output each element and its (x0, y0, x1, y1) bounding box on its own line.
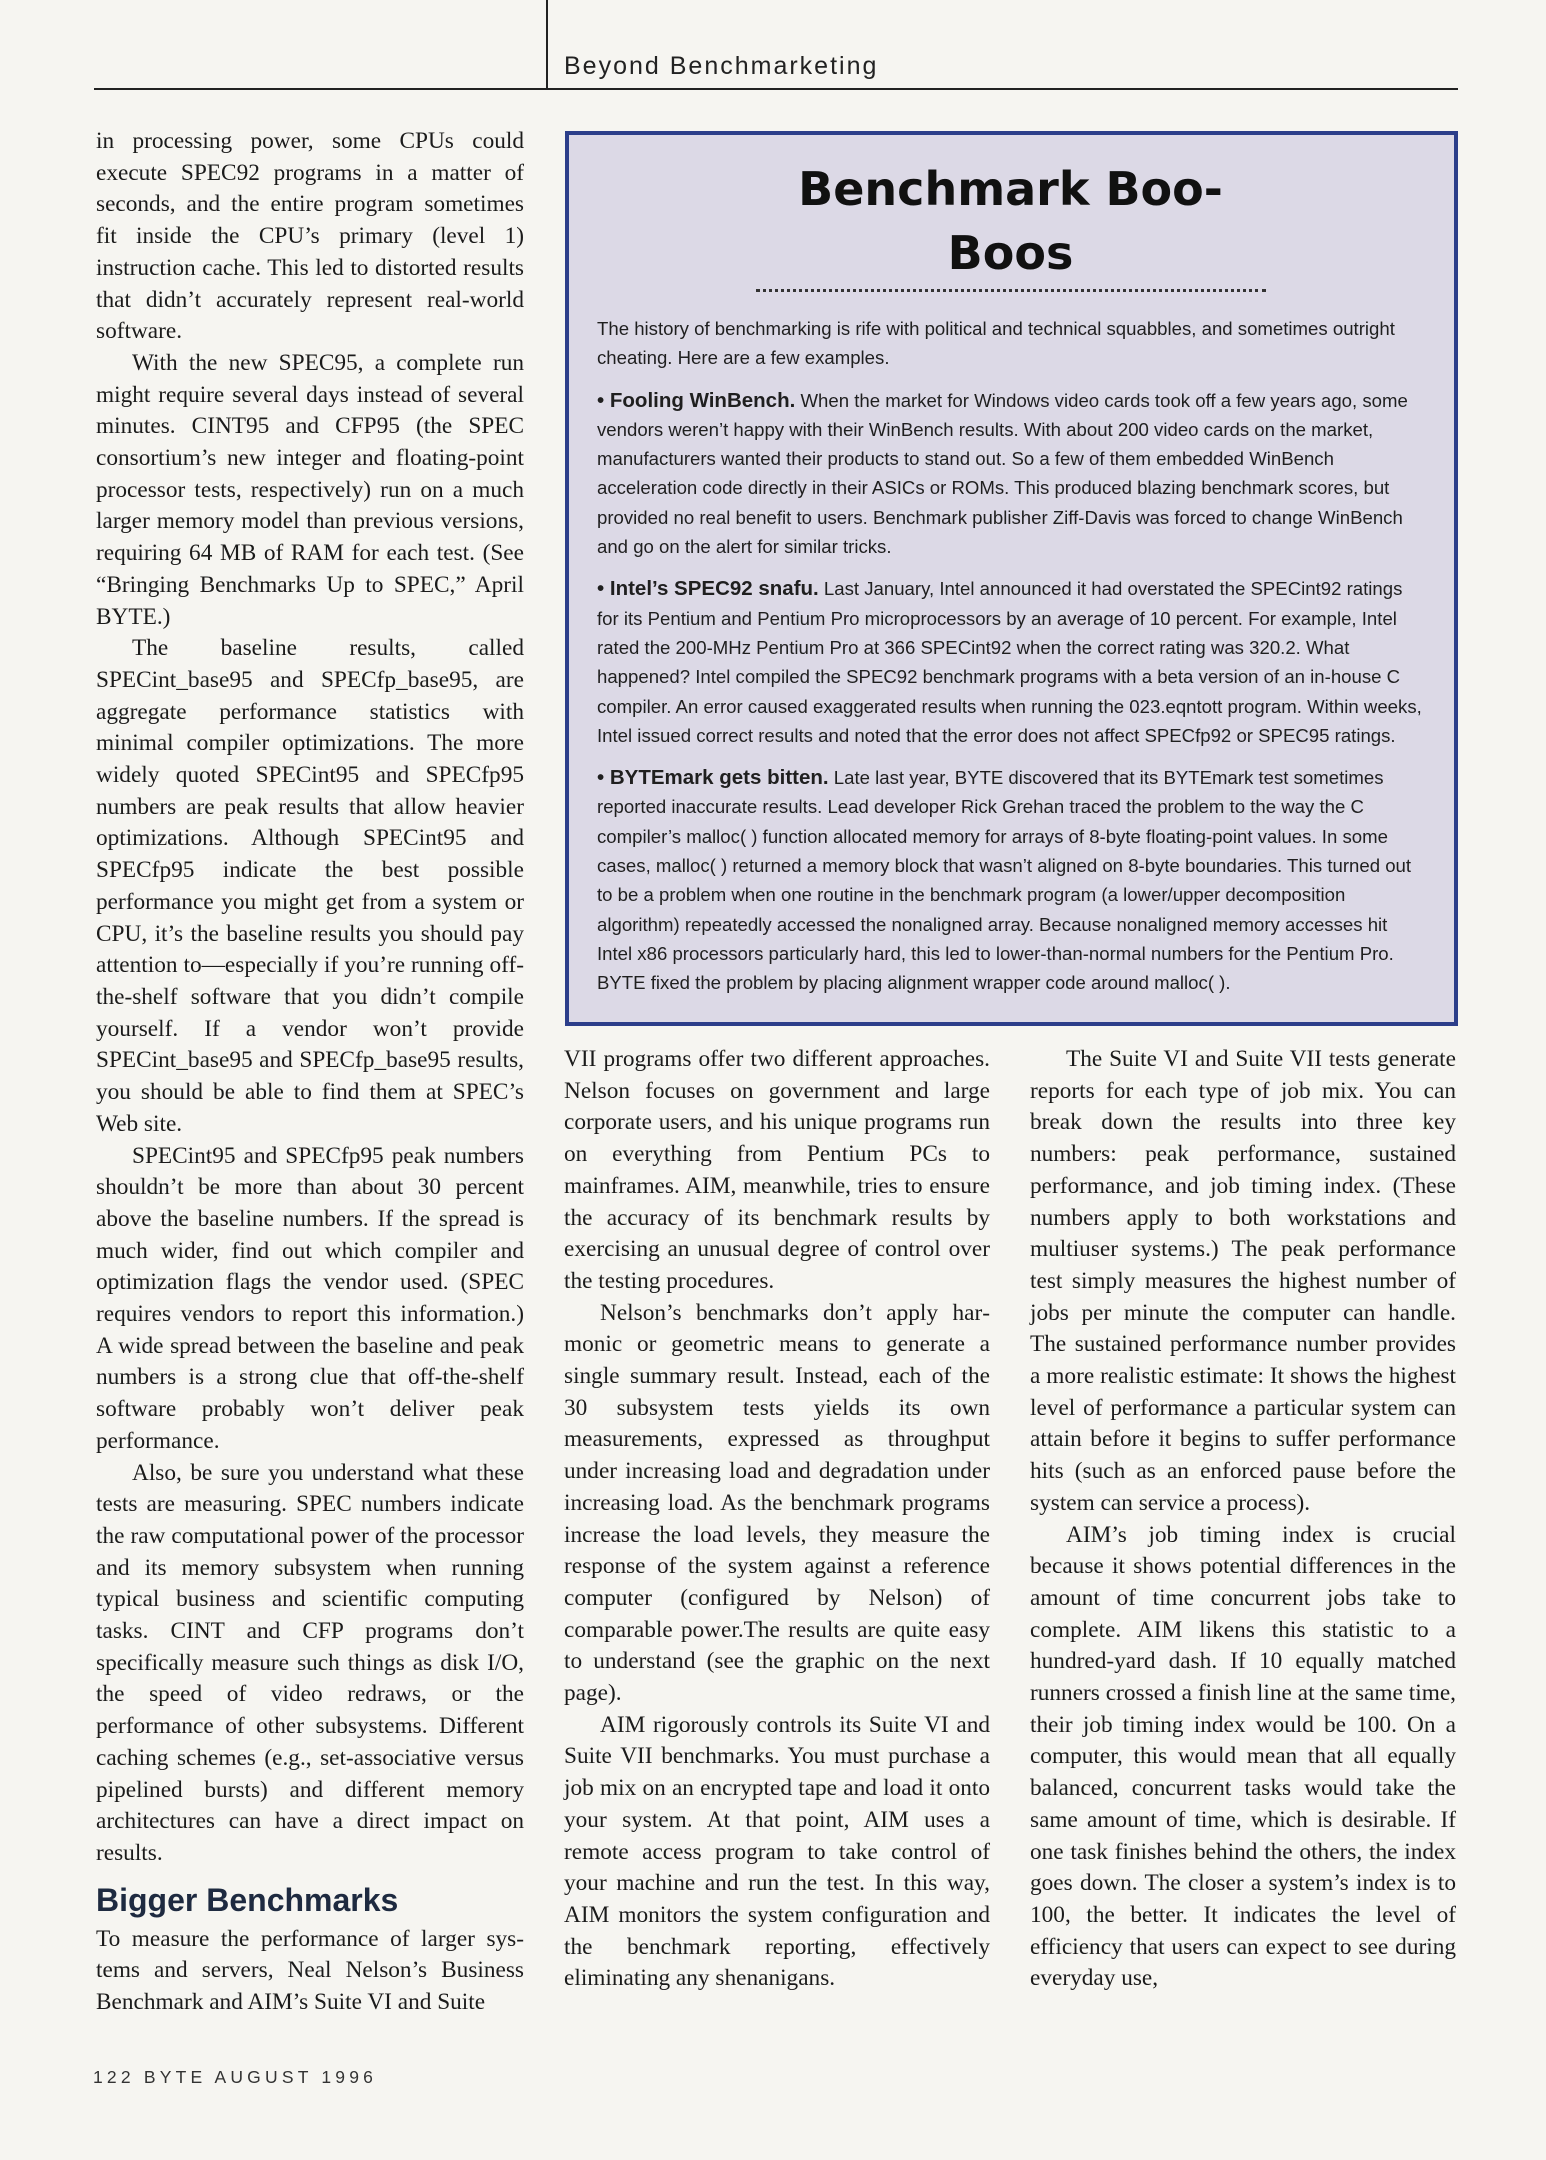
column-2 (564, 1044, 990, 1995)
sidebar-item-lead: • Fooling WinBench. (597, 388, 796, 412)
sidebar-intro: The history of benchmarking is rife with political and technical squabbles, and sometimes outright cheating. Here are a few examples. (597, 318, 1395, 369)
sidebar-item (597, 574, 1424, 750)
body-paragraph: To measure the performance of larger systems and servers, Neal Nelson’s Business Benchmark and AIM’s Suite VI and Suite (96, 1925, 524, 2016)
body-paragraph: Also, be sure you understand what these tests are measuring. SPEC numbers indicate the raw computational power of the processor and its memory subsystem when running typical business and scientific computing tasks. CINT and CFP programs don’t specifically measure such things as disk I/O, the speed of video redraws, or the performance of other subsystems. Different caching schemes (e.g., set-associative versus pipelined bursts) and different memory architectures can have a direct impact on results. (96, 1459, 524, 1866)
body-paragraph: AIM’s job timing index is crucial because it shows potential differences in the amount of time concurrent jobs take to complete. AIM likens this statistic to a hundred-yard dash. If 10 equally matched runners crossed a finish line at the same time, their job timing index would be 100. On a computer, this would mean that all equally balanced, concurrent tasks would take the same amount of time, which is desirable. If one task finishes behind the others, the index goes down. The closer a system’s index is to 100, the better. It indicates the level of efficiency that users can expect to see during everyday use, (1030, 1521, 1456, 1992)
body-paragraph: Nelson’s benchmarks don’t apply harmonic or geometric means to generate a single summary result. Instead, each of the 30 subsystem tests yields its own measurements, expressed as throughput under increasing load and degradation under increasing load. As the benchmark programs increase the load levels, they measure the response of the system against a reference computer (configured by Nelson) of comparable power.The results are quite easy to understand (see the graphic on the next page). (564, 1299, 990, 1707)
sidebar-item-text: When the market for Windows video cards took off a few years ago, some vendors weren’t happy with their WinBench results. With about 200 video cards on the market, manufacturers wanted their products to stand out. So a few of them embedded WinBench acceleration code directly in their ASICs or ROMs. This produced blazing benchmark scores, but provided no real benefit to users. Benchmark publisher Ziff-Davis was forced to change WinBench and go on the alert for similar tricks. (597, 389, 1408, 558)
running-head: Beyond Benchmarketing (564, 52, 879, 80)
section-subhead: Bigger Benchmarks (96, 1881, 399, 1918)
column-1 (96, 126, 524, 2019)
body-paragraph: AIM rigorously controls its Suite VI and Suite VII benchmarks. You must purchase a job mix on an encrypted tape and load it onto your system. At that point, AIM uses a remote access program to take control of your machine and run the test. In this way, AIM monitors the system configuration and the benchmark reporting, effectively eliminating any shenanigans. (564, 1711, 990, 1992)
sidebar-item-lead: • Intel’s SPEC92 snafu. (597, 577, 819, 601)
body-paragraph: The baseline results, called SPECint_base95 and SPECfp_base95, are aggregate performance statistics with minimal compiler optimizations. The more widely quoted SPECint95 and SPECfp95 numbers are peak results that allow heavier optimizations. Although SPECint95 and SPECfp95 indicate the best possible performance you might get from a system or CPU, it’s the baseline results you should pay attention to—especially if you’re running off-the-shelf software that you didn’t compile yourself. If a vendor won’t provide SPECint_base95 and SPECfp_base95 results, you should be able to find them at SPEC’s Web site. (96, 635, 524, 1137)
sidebar-box (565, 131, 1458, 1026)
sidebar-title: Benchmark Boo-Boos (756, 157, 1266, 292)
column-3 (1030, 1044, 1456, 1995)
page-folio: 122 BYTE AUGUST 1996 (93, 2067, 378, 2087)
sidebar-item-lead: • BYTEmark gets bitten. (597, 766, 829, 790)
body-paragraph: SPECint95 and SPECfp95 peak numbers shouldn’t be more than about 30 percent above the baseline numbers. If the spread is much wider, find out which compiler and optimization flags the vendor used. (SPEC requires vendors to report this information.) A wide spread between the baseline and peak numbers is a strong clue that off-the-shelf software probably won’t deliver peak performance. (96, 1142, 524, 1454)
sidebar-item-text: Last January, Intel announced it had overstated the SPECint92 ratings for its Pentium and Pentium Pro microprocessors by an average of 10 percent. For example, Intel rated the 200-MHz Pentium Pro at 366 SPECint92 when the correct rating was 320.2. What happened? Intel compiled the SPEC92 benchmark programs with a beta version of an in-house C compiler. An error caused exaggerated results when running the 023.eqntott program. Within weeks, Intel issued correct results and noted that the error does not affect SPECfp92 or SPEC95 ratings. (597, 578, 1422, 746)
header-rule (94, 88, 1458, 90)
header-divider-vertical (546, 0, 548, 90)
body-paragraph: in processing power, some CPUs could execute SPEC92 programs in a matter of seconds, and the entire program sometimes fit inside the CPU’s primary (level 1) instruction cache. This led to distorted results that didn’t accurately represent real-world software. (96, 128, 524, 345)
body-paragraph: With the new SPEC95, a complete run might require several days instead of several minutes. CINT95 and CFP95 (the SPEC consortium’s new integer and floating-point processor tests, respectively) run on a much larger memory model than previous versions, requiring 64 MB of RAM for each test. (See “Bringing Benchmarks Up to SPEC,” April BYTE.) (96, 349, 524, 630)
body-paragraph: The Suite VI and Suite VII tests generate reports for each type of job mix. You can break down the results into three key numbers: peak performance, sustained performance, and job timing index. (These numbers apply to both workstations and multiuser systems.) The peak performance test simply measures the highest number of jobs per minute the computer can handle. The sustained performance number provides a more realistic estimate: It shows the highest level of performance a particular system can attain before it begins to suffer performance hits (such as an enforced pause before the system can service a process). (1030, 1046, 1456, 1516)
sidebar-item (597, 763, 1424, 997)
sidebar-item-text: Late last year, BYTE discovered that its BYTEmark test sometimes reported inaccurate results. Lead developer Rick Grehan traced the problem to the way the C compiler’s malloc( ) function allocated memory for arrays of 8-byte floating-point values. In some cases, malloc( ) returned a memory block that wasn’t aligned on 8-byte boundaries. This turned out to be a problem when one routine in the benchmark program (a lower/upper decomposition algorithm) repeatedly accessed the nonaligned array. Because nonaligned memory accesses hit Intel x86 processors particularly hard, this led to lower-than-normal numbers for the Pentium Pro. BYTE fixed the problem by placing alignment wrapper code around malloc( ). (597, 767, 1412, 994)
body-paragraph: VII programs offer two different approaches. Nelson focuses on government and large corporate users, and his unique programs run on everything from Pentium PCs to mainframes. AIM, meanwhile, tries to ensure the accuracy of its benchmark results by exercising an unusual degree of control over the testing procedures. (564, 1046, 990, 1294)
sidebar-item (597, 386, 1424, 562)
